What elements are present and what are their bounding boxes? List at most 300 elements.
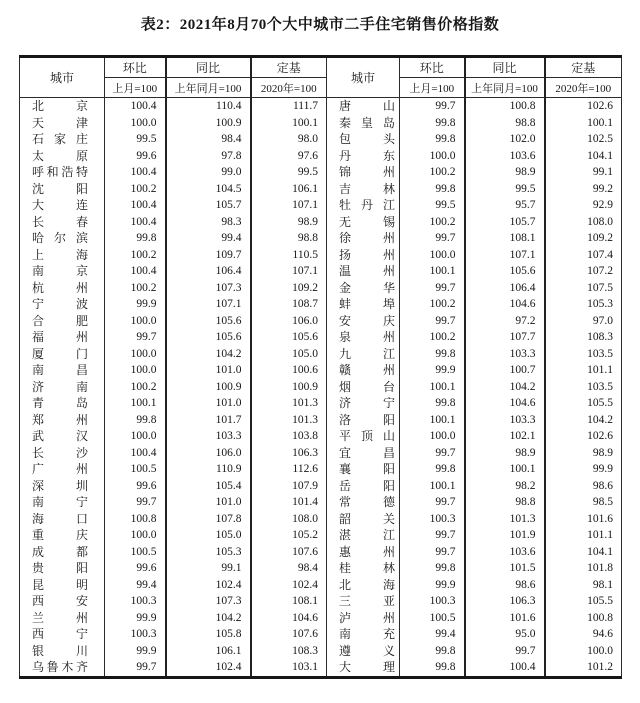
city-cell-right bbox=[327, 329, 400, 346]
city-name: 三 亚 bbox=[339, 594, 395, 608]
city-name: 无 锡 bbox=[339, 214, 395, 229]
base-value-right: 98.6 bbox=[592, 479, 613, 492]
base-value-right: 105.3 bbox=[587, 298, 613, 310]
mom-value-left: 99.9 bbox=[105, 296, 166, 313]
table-body bbox=[20, 98, 622, 678]
yoy-value-right: 100.1 bbox=[465, 461, 545, 478]
mom-value-left: 100.4 bbox=[105, 263, 166, 280]
base-value-left: 97.6 bbox=[251, 148, 327, 165]
yoy-value-right: 107.7 bbox=[465, 329, 545, 346]
city-name: 泉 州 bbox=[339, 330, 395, 344]
yoy-value-left: 106.0 bbox=[166, 445, 251, 462]
mom-value-left: 100.5 bbox=[105, 461, 166, 478]
city-name: 温 州 bbox=[339, 264, 395, 278]
city-cell-right bbox=[327, 131, 400, 148]
mom-value-right: 99.8 bbox=[400, 131, 465, 148]
mom-value-left: 100.4 bbox=[105, 164, 166, 181]
city-cell-right bbox=[327, 461, 400, 478]
city-name: 南 京 bbox=[32, 264, 88, 278]
mom-value-left: 99.7 bbox=[105, 659, 166, 677]
city-cell-right bbox=[327, 643, 400, 660]
city-cell-right bbox=[327, 593, 400, 610]
city-name: 昆 明 bbox=[32, 577, 88, 592]
table-row bbox=[20, 164, 622, 181]
base-value-right: 100.1 bbox=[587, 116, 613, 129]
table-row bbox=[20, 379, 622, 396]
yoy-value-left: 98.3 bbox=[166, 214, 251, 231]
header-yoy-sub-left: 上年同月=100 bbox=[166, 78, 251, 98]
base-value-left: 110.5 bbox=[251, 247, 327, 264]
mom-value-left: 99.7 bbox=[105, 329, 166, 346]
yoy-value-left: 102.4 bbox=[166, 577, 251, 594]
city-cell-right bbox=[327, 560, 400, 577]
base-value-left: 107.6 bbox=[251, 544, 327, 561]
mom-value-left: 99.6 bbox=[105, 560, 166, 577]
city-cell-left bbox=[20, 659, 105, 677]
mom-value-left: 100.4 bbox=[105, 98, 166, 115]
city-name: 银 川 bbox=[32, 643, 88, 658]
mom-value-left: 100.0 bbox=[105, 313, 166, 330]
mom-value-left: 99.9 bbox=[105, 643, 166, 660]
city-cell-right bbox=[327, 346, 400, 363]
mom-value-left: 99.5 bbox=[105, 131, 166, 148]
yoy-value-left: 105.8 bbox=[166, 626, 251, 643]
mom-value-left: 100.8 bbox=[105, 511, 166, 528]
base-value-right: 99.1 bbox=[592, 166, 613, 178]
base-value-left: 100.6 bbox=[251, 362, 327, 379]
city-name: 锦 州 bbox=[339, 165, 395, 179]
city-name: 福 州 bbox=[32, 330, 88, 344]
mom-value-right: 99.5 bbox=[400, 197, 465, 214]
mom-value-left: 100.4 bbox=[105, 197, 166, 214]
yoy-value-right: 103.3 bbox=[465, 412, 545, 429]
city-cell-left bbox=[20, 544, 105, 561]
yoy-value-right: 102.0 bbox=[465, 131, 545, 148]
table-row bbox=[20, 263, 622, 280]
base-value-left: 101.4 bbox=[251, 494, 327, 511]
mom-value-left: 100.0 bbox=[105, 428, 166, 445]
mom-value-right: 100.2 bbox=[400, 329, 465, 346]
base-value-right: 101.2 bbox=[587, 661, 613, 673]
table-row bbox=[20, 247, 622, 264]
city-cell-left bbox=[20, 98, 105, 115]
base-value-right: 98.1 bbox=[592, 578, 613, 591]
mom-value-right: 99.7 bbox=[400, 445, 465, 462]
city-cell-left bbox=[20, 131, 105, 148]
yoy-value-left: 98.4 bbox=[166, 131, 251, 148]
base-value-left: 107.1 bbox=[251, 197, 327, 214]
mom-value-right: 100.1 bbox=[400, 379, 465, 396]
city-name: 广 州 bbox=[32, 462, 88, 476]
yoy-value-right: 103.3 bbox=[465, 346, 545, 363]
base-value-left: 104.6 bbox=[251, 610, 327, 627]
base-value-right: 105.5 bbox=[587, 595, 613, 607]
base-value-right: 104.2 bbox=[587, 413, 613, 426]
base-value-left: 108.3 bbox=[251, 643, 327, 660]
city-name: 宜 昌 bbox=[339, 445, 395, 460]
city-cell-left bbox=[20, 296, 105, 313]
yoy-value-left: 99.0 bbox=[166, 164, 251, 181]
mom-value-right: 99.8 bbox=[400, 560, 465, 577]
yoy-value-left: 110.4 bbox=[166, 98, 251, 115]
city-name: 济 宁 bbox=[339, 396, 395, 410]
base-value-right: 102.6 bbox=[587, 100, 613, 112]
city-cell-left bbox=[20, 346, 105, 363]
city-name: 北 海 bbox=[339, 577, 395, 592]
city-name: 上 海 bbox=[32, 247, 88, 262]
yoy-value-right: 98.6 bbox=[465, 577, 545, 594]
yoy-value-left: 99.4 bbox=[166, 230, 251, 247]
table-row bbox=[20, 362, 622, 379]
table-row bbox=[20, 296, 622, 313]
yoy-value-left: 105.6 bbox=[166, 313, 251, 330]
yoy-value-left: 107.1 bbox=[166, 296, 251, 313]
city-name: 南 充 bbox=[339, 627, 395, 641]
city-name: 长 沙 bbox=[32, 445, 88, 460]
table-row bbox=[20, 544, 622, 561]
base-value-left: 106.0 bbox=[251, 313, 327, 330]
mom-value-right: 100.3 bbox=[400, 511, 465, 528]
base-value-right: 109.2 bbox=[587, 232, 613, 244]
table-row bbox=[20, 494, 622, 511]
yoy-value-right: 101.5 bbox=[465, 560, 545, 577]
table-row bbox=[20, 593, 622, 610]
table-row bbox=[20, 659, 622, 677]
city-cell-right bbox=[327, 577, 400, 594]
city-cell-left bbox=[20, 511, 105, 528]
mom-value-left: 100.1 bbox=[105, 395, 166, 412]
base-value-left: 99.5 bbox=[251, 164, 327, 181]
base-value-left: 106.3 bbox=[251, 445, 327, 462]
mom-value-right: 100.5 bbox=[400, 610, 465, 627]
base-value-left: 107.9 bbox=[251, 478, 327, 495]
mom-value-left: 100.2 bbox=[105, 247, 166, 264]
city-name: 惠 州 bbox=[339, 544, 395, 559]
base-value-right: 99.9 bbox=[592, 463, 613, 475]
city-name: 徐 州 bbox=[339, 231, 395, 245]
yoy-value-right: 105.7 bbox=[465, 214, 545, 231]
city-name: 唐 山 bbox=[339, 99, 395, 113]
header-yoy-left: 同比 bbox=[166, 57, 251, 78]
yoy-value-left: 104.5 bbox=[166, 181, 251, 198]
city-cell-right bbox=[327, 362, 400, 379]
city-cell-left bbox=[20, 428, 105, 445]
mom-value-left: 99.7 bbox=[105, 494, 166, 511]
base-value-right: 99.2 bbox=[592, 182, 613, 195]
table-row bbox=[20, 626, 622, 643]
city-name: 大 理 bbox=[339, 660, 395, 674]
mom-value-right: 99.8 bbox=[400, 181, 465, 198]
header-yoy-right: 同比 bbox=[465, 57, 545, 78]
mom-value-right: 99.8 bbox=[400, 395, 465, 412]
yoy-value-left: 101.7 bbox=[166, 412, 251, 429]
yoy-value-left: 101.0 bbox=[166, 494, 251, 511]
city-name: 哈 尔 滨 bbox=[32, 231, 88, 245]
city-cell-right bbox=[327, 527, 400, 544]
city-cell-left bbox=[20, 412, 105, 429]
city-name: 青 岛 bbox=[32, 396, 88, 410]
city-name: 遵 义 bbox=[339, 643, 395, 658]
base-value-right: 103.5 bbox=[587, 380, 613, 393]
base-value-right: 94.6 bbox=[592, 628, 613, 640]
header-yoy-sub-right: 上年同月=100 bbox=[465, 78, 545, 98]
yoy-value-left: 101.0 bbox=[166, 395, 251, 412]
yoy-value-right: 99.7 bbox=[465, 643, 545, 660]
city-name: 长 春 bbox=[32, 214, 88, 229]
city-cell-right bbox=[327, 280, 400, 297]
city-name: 天 津 bbox=[32, 115, 88, 130]
yoy-value-left: 100.9 bbox=[166, 115, 251, 132]
base-value-right: 107.5 bbox=[587, 281, 613, 294]
city-name: 重 庆 bbox=[32, 528, 88, 542]
city-name: 扬 州 bbox=[339, 247, 395, 262]
base-value-left: 101.3 bbox=[251, 395, 327, 412]
base-value-left: 101.3 bbox=[251, 412, 327, 429]
table-row bbox=[20, 115, 622, 132]
base-value-right: 107.2 bbox=[587, 265, 613, 277]
yoy-value-right: 98.9 bbox=[465, 445, 545, 462]
mom-value-right: 99.7 bbox=[400, 494, 465, 511]
city-cell-right bbox=[327, 511, 400, 528]
mom-value-right: 99.7 bbox=[400, 230, 465, 247]
city-name: 成 都 bbox=[32, 544, 88, 559]
yoy-value-left: 105.6 bbox=[166, 329, 251, 346]
table-row bbox=[20, 478, 622, 495]
mom-value-left: 100.0 bbox=[105, 527, 166, 544]
mom-value-right: 99.8 bbox=[400, 346, 465, 363]
table-row bbox=[20, 395, 622, 412]
city-cell-left bbox=[20, 577, 105, 594]
yoy-value-left: 100.9 bbox=[166, 379, 251, 396]
table-row bbox=[20, 461, 622, 478]
city-name: 洛 阳 bbox=[339, 412, 395, 427]
base-value-left: 100.9 bbox=[251, 379, 327, 396]
city-name: 济 南 bbox=[32, 379, 88, 394]
city-name: 赣 州 bbox=[339, 363, 395, 377]
base-value-right: 104.1 bbox=[587, 545, 613, 558]
city-name: 牡 丹 江 bbox=[339, 198, 395, 212]
city-cell-left bbox=[20, 478, 105, 495]
city-name: 厦 门 bbox=[32, 346, 88, 361]
yoy-value-right: 104.6 bbox=[465, 296, 545, 313]
yoy-value-right: 105.6 bbox=[465, 263, 545, 280]
table-header bbox=[20, 57, 622, 98]
city-name: 杭 州 bbox=[32, 280, 88, 295]
table-row bbox=[20, 98, 622, 115]
table-row bbox=[20, 577, 622, 594]
yoy-value-left: 105.0 bbox=[166, 527, 251, 544]
table-row bbox=[20, 280, 622, 297]
mom-value-left: 100.0 bbox=[105, 362, 166, 379]
yoy-value-left: 109.7 bbox=[166, 247, 251, 264]
mom-value-left: 100.2 bbox=[105, 181, 166, 198]
yoy-value-left: 105.3 bbox=[166, 544, 251, 561]
city-name: 秦 皇 岛 bbox=[339, 115, 395, 130]
table-row bbox=[20, 131, 622, 148]
city-cell-left bbox=[20, 115, 105, 132]
yoy-value-left: 106.1 bbox=[166, 643, 251, 660]
mom-value-right: 99.7 bbox=[400, 98, 465, 115]
city-cell-right bbox=[327, 164, 400, 181]
table-row bbox=[20, 214, 622, 231]
yoy-value-left: 101.0 bbox=[166, 362, 251, 379]
city-cell-left bbox=[20, 181, 105, 198]
yoy-value-right: 106.4 bbox=[465, 280, 545, 297]
city-name: 呼 和 浩 特 bbox=[32, 165, 88, 179]
city-cell-left bbox=[20, 494, 105, 511]
yoy-value-right: 95.0 bbox=[465, 626, 545, 643]
base-value-left: 103.8 bbox=[251, 428, 327, 445]
city-name: 襄 阳 bbox=[339, 462, 395, 476]
mom-value-left: 100.2 bbox=[105, 280, 166, 297]
base-value-left: 98.8 bbox=[251, 230, 327, 247]
yoy-value-right: 108.1 bbox=[465, 230, 545, 247]
city-cell-right bbox=[327, 247, 400, 264]
yoy-value-left: 105.7 bbox=[166, 197, 251, 214]
city-cell-left bbox=[20, 362, 105, 379]
base-value-right: 103.5 bbox=[587, 347, 613, 360]
table-row bbox=[20, 527, 622, 544]
city-cell-right bbox=[327, 659, 400, 677]
base-value-left: 98.9 bbox=[251, 214, 327, 231]
base-value-right: 101.6 bbox=[587, 512, 613, 525]
city-cell-right bbox=[327, 478, 400, 495]
city-cell-right bbox=[327, 115, 400, 132]
yoy-value-right: 101.9 bbox=[465, 527, 545, 544]
mom-value-right: 99.8 bbox=[400, 115, 465, 132]
base-value-left: 102.4 bbox=[251, 577, 327, 594]
city-cell-right bbox=[327, 428, 400, 445]
table-row bbox=[20, 428, 622, 445]
mom-value-right: 100.0 bbox=[400, 148, 465, 165]
city-cell-left bbox=[20, 230, 105, 247]
city-cell-right bbox=[327, 181, 400, 198]
city-cell-right bbox=[327, 313, 400, 330]
yoy-value-right: 104.2 bbox=[465, 379, 545, 396]
base-value-right: 98.5 bbox=[592, 496, 613, 508]
city-name: 乌 鲁 木 齐 bbox=[32, 660, 88, 674]
yoy-value-left: 103.3 bbox=[166, 428, 251, 445]
city-name: 南 昌 bbox=[32, 363, 88, 377]
city-name: 泸 州 bbox=[339, 610, 395, 625]
city-name: 贵 阳 bbox=[32, 561, 88, 575]
city-name: 西 安 bbox=[32, 594, 88, 608]
base-value-right: 101.1 bbox=[587, 364, 613, 376]
city-name: 武 汉 bbox=[32, 429, 88, 443]
city-cell-left bbox=[20, 445, 105, 462]
city-cell-right bbox=[327, 263, 400, 280]
header-base-left: 定基 bbox=[251, 57, 327, 78]
table-row bbox=[20, 445, 622, 462]
mom-value-right: 99.7 bbox=[400, 280, 465, 297]
mom-value-right: 99.7 bbox=[400, 527, 465, 544]
base-value-left: 107.6 bbox=[251, 626, 327, 643]
city-cell-right bbox=[327, 296, 400, 313]
table-row bbox=[20, 148, 622, 165]
price-index-table bbox=[19, 55, 622, 679]
mom-value-left: 99.8 bbox=[105, 230, 166, 247]
city-name: 桂 林 bbox=[339, 561, 395, 575]
city-name: 太 原 bbox=[32, 148, 88, 163]
base-value-left: 105.6 bbox=[251, 329, 327, 346]
base-value-right: 97.0 bbox=[592, 314, 613, 327]
base-value-left: 98.4 bbox=[251, 560, 327, 577]
yoy-value-right: 106.3 bbox=[465, 593, 545, 610]
yoy-value-right: 99.5 bbox=[465, 181, 545, 198]
city-name: 韶 关 bbox=[339, 511, 395, 526]
city-cell-left bbox=[20, 626, 105, 643]
city-cell-right bbox=[327, 230, 400, 247]
city-name: 宁 波 bbox=[32, 297, 88, 311]
city-cell-left bbox=[20, 593, 105, 610]
mom-value-right: 99.8 bbox=[400, 659, 465, 677]
city-name: 安 庆 bbox=[339, 313, 395, 328]
base-value-left: 105.0 bbox=[251, 346, 327, 363]
city-name: 北 京 bbox=[32, 99, 88, 113]
city-name: 九 江 bbox=[339, 346, 395, 361]
mom-value-left: 99.8 bbox=[105, 412, 166, 429]
mom-value-left: 100.0 bbox=[105, 115, 166, 132]
yoy-value-left: 106.4 bbox=[166, 263, 251, 280]
city-cell-left bbox=[20, 247, 105, 264]
mom-value-left: 100.3 bbox=[105, 626, 166, 643]
yoy-value-right: 95.7 bbox=[465, 197, 545, 214]
city-cell-left bbox=[20, 610, 105, 627]
mom-value-right: 99.7 bbox=[400, 544, 465, 561]
table-row bbox=[20, 329, 622, 346]
mom-value-left: 100.5 bbox=[105, 544, 166, 561]
city-cell-right bbox=[327, 395, 400, 412]
city-name: 常 德 bbox=[339, 495, 395, 509]
city-cell-left bbox=[20, 560, 105, 577]
base-value-left: 105.2 bbox=[251, 527, 327, 544]
mom-value-left: 99.6 bbox=[105, 478, 166, 495]
yoy-value-right: 100.7 bbox=[465, 362, 545, 379]
mom-value-left: 100.0 bbox=[105, 346, 166, 363]
city-name: 吉 林 bbox=[339, 181, 395, 196]
mom-value-right: 100.3 bbox=[400, 593, 465, 610]
base-value-left: 106.1 bbox=[251, 181, 327, 198]
city-cell-right bbox=[327, 412, 400, 429]
yoy-value-left: 107.3 bbox=[166, 280, 251, 297]
base-value-right: 100.0 bbox=[587, 644, 613, 657]
city-name: 郑 州 bbox=[32, 412, 88, 427]
base-value-right: 108.0 bbox=[587, 215, 613, 228]
table-row bbox=[20, 230, 622, 247]
base-value-left: 108.1 bbox=[251, 593, 327, 610]
base-value-right: 100.8 bbox=[587, 611, 613, 624]
city-cell-right bbox=[327, 214, 400, 231]
yoy-value-right: 101.3 bbox=[465, 511, 545, 528]
base-value-right: 108.3 bbox=[587, 331, 613, 343]
yoy-value-right: 98.8 bbox=[465, 115, 545, 132]
city-cell-left bbox=[20, 329, 105, 346]
yoy-value-right: 100.8 bbox=[465, 98, 545, 115]
yoy-value-left: 107.8 bbox=[166, 511, 251, 528]
mom-value-right: 100.1 bbox=[400, 412, 465, 429]
city-name: 岳 阳 bbox=[339, 478, 395, 493]
mom-value-right: 99.9 bbox=[400, 362, 465, 379]
yoy-value-left: 99.1 bbox=[166, 560, 251, 577]
table-title: 表2：2021年8月70个大中城市二手住宅销售价格指数 bbox=[140, 17, 500, 33]
header-mom-right: 环比 bbox=[400, 57, 465, 78]
city-name: 深 圳 bbox=[32, 478, 88, 493]
city-cell-left bbox=[20, 643, 105, 660]
base-value-left: 111.7 bbox=[251, 98, 327, 115]
base-value-left: 108.0 bbox=[251, 511, 327, 528]
yoy-value-right: 100.4 bbox=[465, 659, 545, 677]
base-value-left: 109.2 bbox=[251, 280, 327, 297]
